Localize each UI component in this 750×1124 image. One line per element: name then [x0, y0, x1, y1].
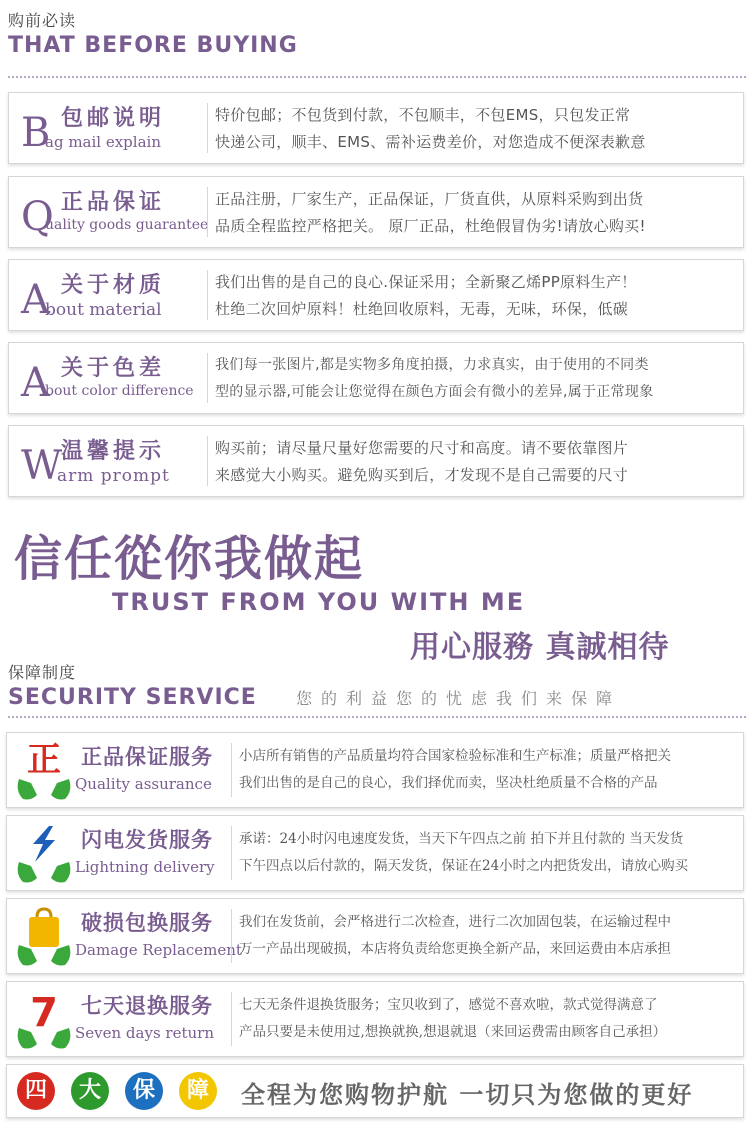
service-line: 我们出售的是自己的良心，我们择优而卖，坚决杜绝质量不合格的产品: [239, 775, 658, 791]
purchase-notes-header: [8, 8, 298, 58]
note-line: 来感觉大小购买。避免购买到后，才发现不是自己需要的尺寸: [215, 466, 629, 484]
purchase-notes-cn: 购前必读: [8, 11, 77, 30]
badge-da: 大: [71, 1072, 109, 1110]
zheng-character-icon: [13, 739, 75, 803]
note-initial: W: [21, 443, 63, 489]
service-line: 小店所有销售的产品质量均符合国家检验标准和生产标准；质量严格把关: [239, 748, 671, 764]
divider: [8, 716, 746, 718]
divider: [207, 436, 208, 486]
divider: [8, 76, 746, 78]
divider: [207, 103, 208, 153]
security-cn: 保障制度: [8, 663, 77, 682]
badge-si: 四: [17, 1072, 55, 1110]
service-text: [239, 826, 737, 880]
number-seven-icon: [13, 988, 75, 1052]
note-row-color: [8, 342, 744, 414]
note-initial: A: [21, 360, 50, 406]
service-text: [239, 743, 737, 797]
note-title-cn: 正品保证: [61, 190, 166, 215]
service-line: 我们在发货前，会严格进行二次检查，进行二次加固包装，在运输过程中: [239, 914, 671, 930]
service-row-return: [6, 981, 744, 1057]
note-text: [215, 186, 737, 240]
note-line: 特价包邮；不包货到付款，不包顺丰，不包EMS，只包发正常: [215, 106, 631, 124]
lightning-icon: [13, 822, 75, 886]
service-title-en: Lightning delivery: [75, 858, 215, 876]
note-title: [17, 93, 207, 163]
note-line: 我们每一张图片,都是实物多角度拍摄，力求真实，由于使用的不同类: [215, 357, 649, 373]
note-title-en: bout material: [45, 300, 162, 320]
divider: [207, 187, 208, 237]
service-text: [239, 909, 737, 963]
svg-text:正: 正: [27, 740, 61, 780]
note-text: [215, 435, 737, 489]
note-title: [17, 260, 207, 330]
purchase-notes-en: THAT BEFORE BUYING: [8, 33, 298, 58]
note-title: [17, 177, 207, 247]
service-line: 万一产品出现破损，本店将负责给您更换全新产品，来回运费由本店承担: [239, 941, 671, 957]
service-title-en: Seven days return: [75, 1024, 214, 1042]
divider: [231, 743, 232, 797]
note-title: [17, 343, 207, 413]
service-line: 产品只要是未使用过,想换就换,想退就退（来回运费需由顾客自己承担）: [239, 1024, 667, 1040]
note-line: 型的显示器,可能会让您觉得在颜色方面会有微小的差异,属于正常现象: [215, 384, 654, 400]
note-title-en: uality goods guarantee: [45, 217, 209, 233]
note-initial: Q: [21, 194, 54, 240]
note-title: [17, 426, 207, 496]
note-initial: B: [21, 110, 51, 156]
service-row-damage: [6, 898, 744, 974]
note-text: [215, 102, 737, 156]
note-title-en: ag mail explain: [45, 133, 161, 151]
service-title-cn: 正品保证服务: [81, 744, 213, 769]
note-initial: A: [21, 277, 50, 323]
service-line: 下午四点以后付款的，隔天发货，保证在24小时之内把货发出，请放心购买: [239, 858, 689, 874]
note-row-quality: [8, 176, 744, 248]
bottom-slogan: 全程为您购物护航 一切只为您做的更好: [241, 1081, 694, 1109]
security-motto: 您的利益您的忧虑我们来保障: [296, 689, 622, 708]
note-line: 正品注册，厂家生产，正品保证，厂货直供，从原料采购到出货: [215, 190, 644, 208]
badge-bao: 保: [125, 1072, 163, 1110]
note-line: 快递公司，顺丰、EMS、需补运费差价，对您造成不便深表歉意: [215, 133, 646, 151]
note-title-en: bout color difference: [45, 383, 194, 399]
service-title-cn: 破损包换服务: [81, 910, 213, 935]
service-title-en: Quality assurance: [75, 775, 212, 793]
shopping-bag-icon: [13, 905, 75, 969]
note-title-cn: 关于材质: [61, 273, 166, 298]
note-line: 品质全程监控严格把关。 原厂正品，杜绝假冒伪劣!请放心购买!: [215, 217, 646, 235]
trust-subline-cn: 用心服務 真誠相待: [410, 630, 670, 665]
service-title-cn: 闪电发货服务: [81, 827, 213, 852]
service-row-delivery: [6, 815, 744, 891]
trust-headline-en: TRUST FROM YOU WITH ME: [112, 588, 526, 616]
note-row-tips: [8, 425, 744, 497]
badge-zhang: 障: [179, 1072, 217, 1110]
security-en: SECURITY SERVICE: [8, 685, 257, 710]
note-text: [215, 269, 737, 323]
divider: [207, 353, 208, 403]
note-row-material: [8, 259, 744, 331]
service-line: 七天无条件退换货服务；宝贝收到了，感觉不喜欢啦，款式觉得满意了: [239, 997, 658, 1013]
divider: [231, 826, 232, 880]
service-row-quality: [6, 732, 744, 808]
service-text: [239, 992, 737, 1046]
note-title-cn: 包邮说明: [61, 106, 166, 131]
trust-headline-cn: 信任從你我做起: [14, 531, 365, 587]
note-title-cn: 关于色差: [61, 356, 166, 381]
service-title-en: Damage Replacement: [75, 941, 242, 959]
divider: [231, 992, 232, 1046]
security-header: [8, 660, 257, 710]
guarantee-bar: [6, 1064, 744, 1118]
svg-text:7: 7: [30, 990, 58, 1036]
note-line: 购买前；请尽量尺量好您需要的尺寸和高度。请不要依靠图片: [215, 439, 629, 457]
note-line: 杜绝二次回炉原料！杜绝回收原料，无毒，无味，环保，低碳: [215, 300, 629, 318]
service-title-cn: 七天退换服务: [81, 993, 213, 1018]
note-title-en: arm prompt: [57, 466, 170, 486]
note-title-cn: 温馨提示: [61, 439, 166, 464]
note-row-shipping: [8, 92, 744, 164]
note-text: [215, 352, 737, 406]
note-line: 我们出售的是自己的良心.保证采用；全新聚乙烯PP原料生产！: [215, 273, 637, 291]
divider: [231, 909, 232, 963]
divider: [207, 270, 208, 320]
service-line: 承诺：24小时闪电速度发货，当天下午四点之前 拍下并且付款的 当天发货: [239, 831, 684, 847]
